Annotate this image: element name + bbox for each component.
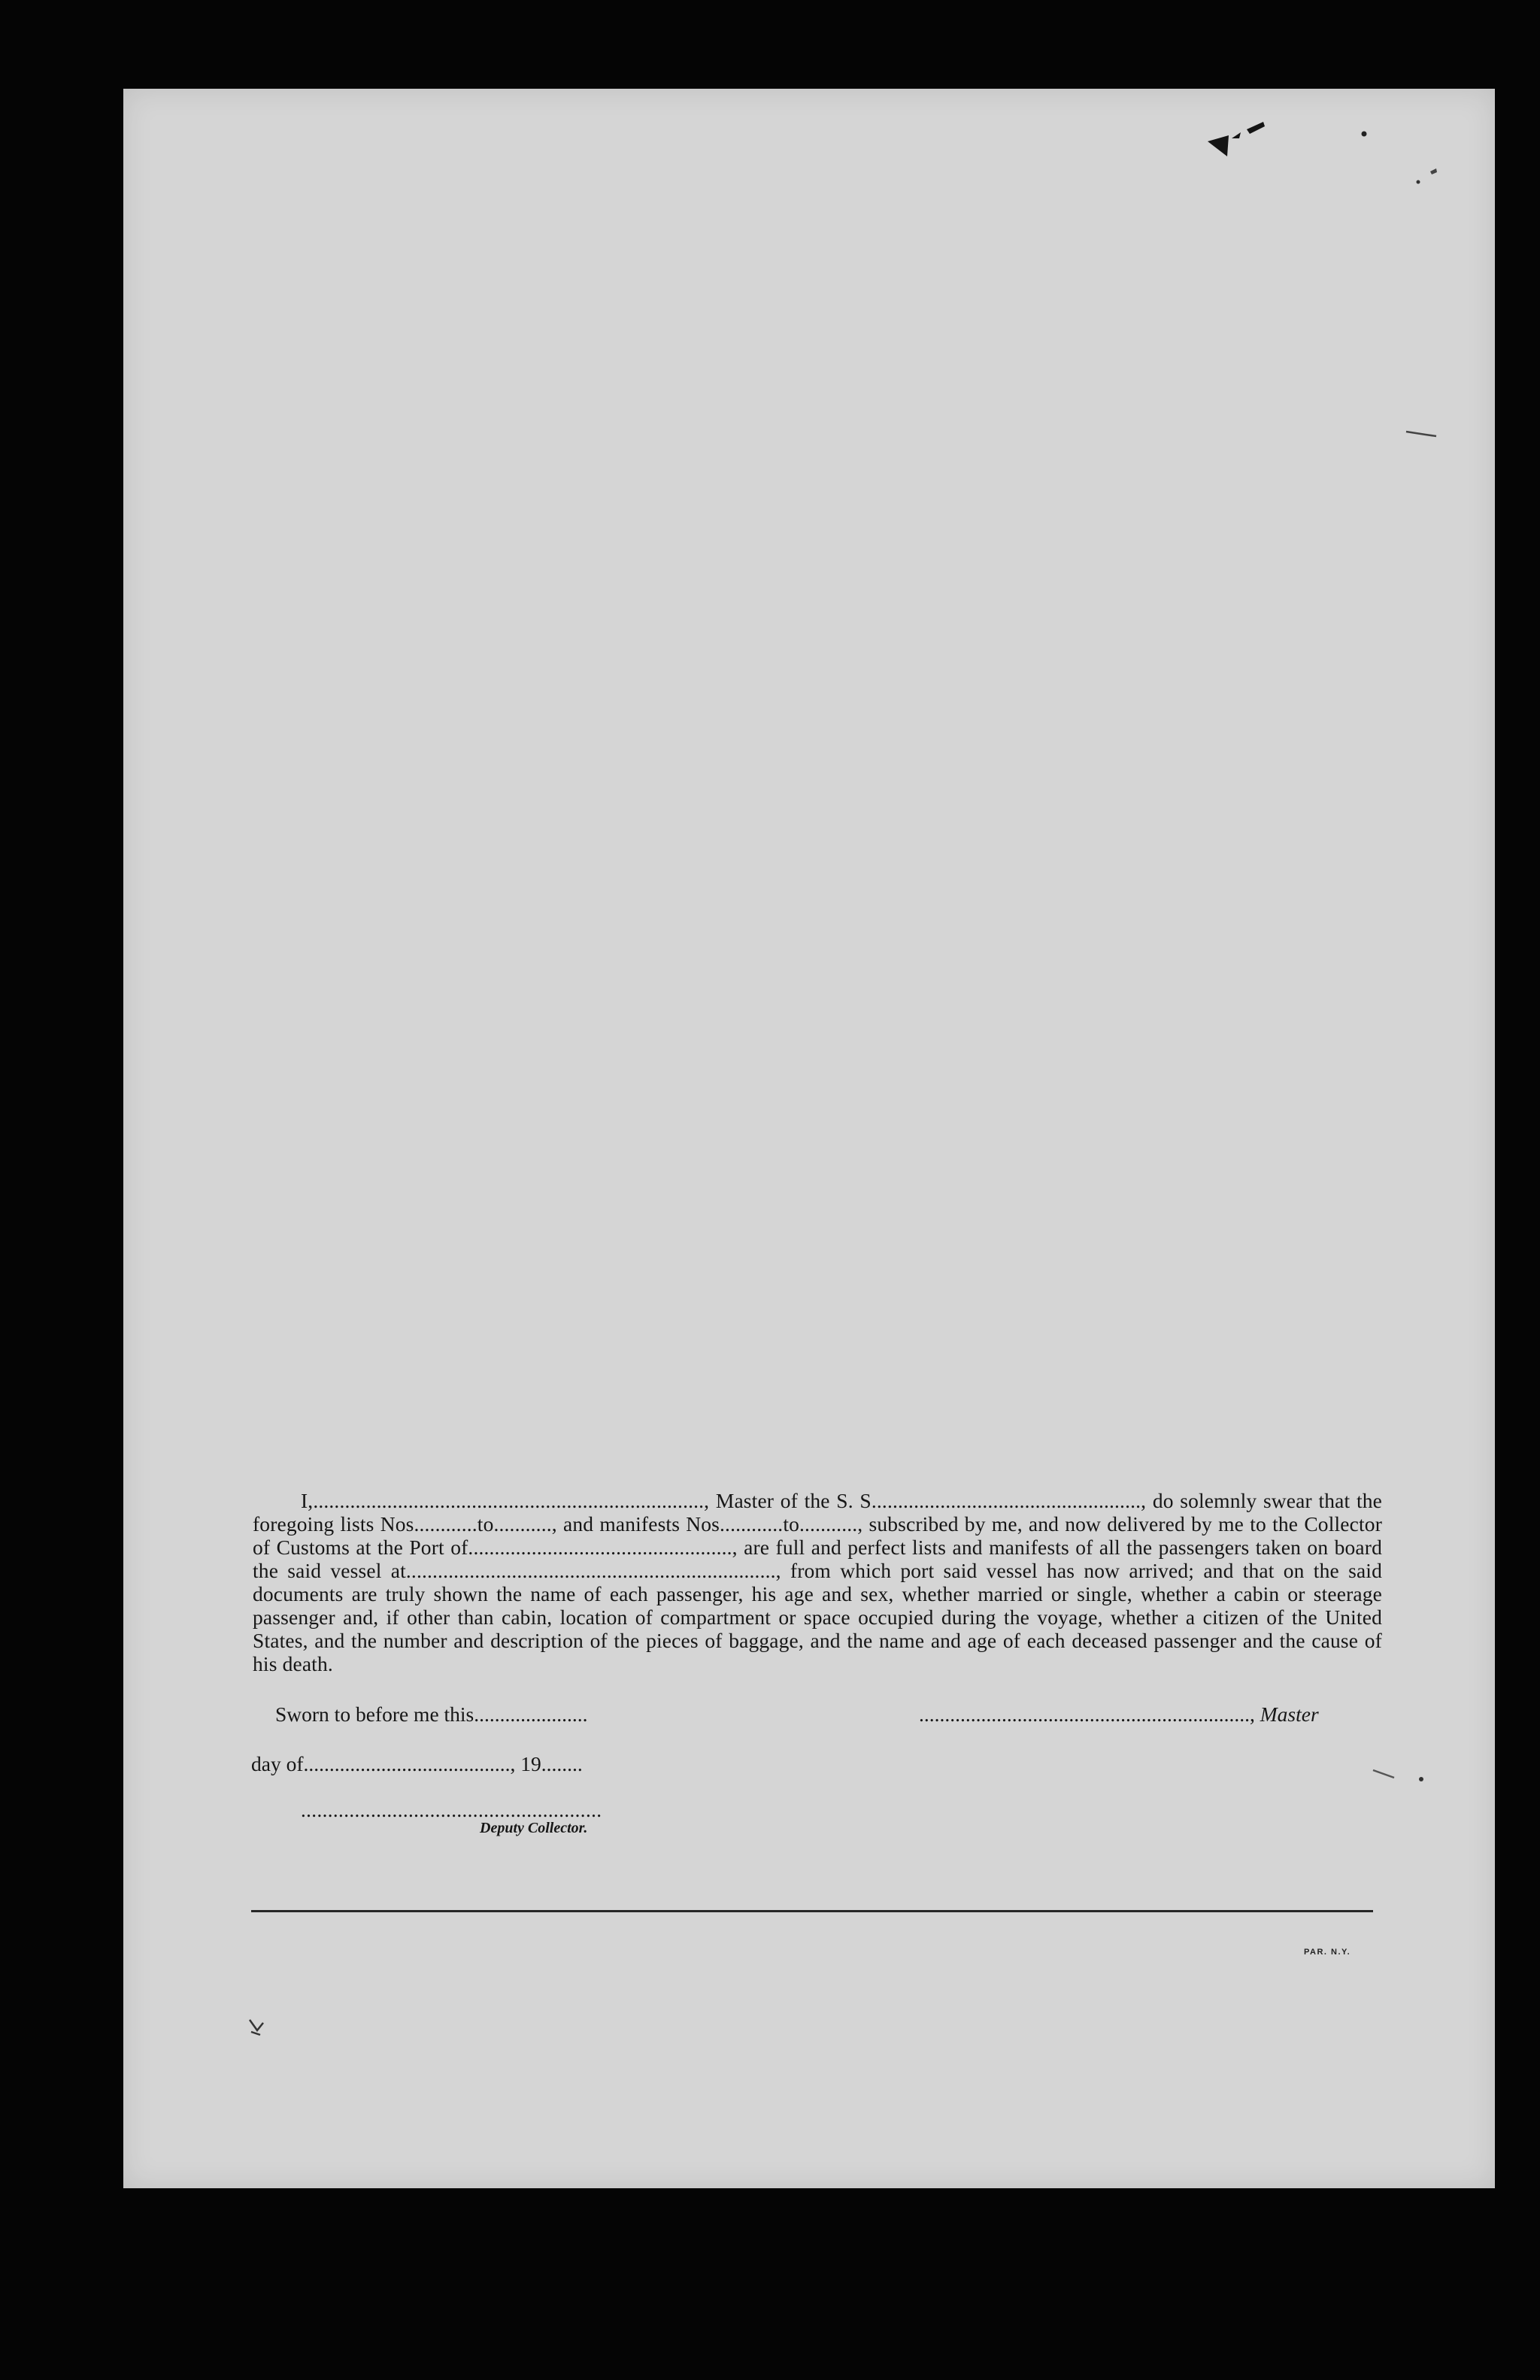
oath-paragraph [253, 1489, 1382, 1675]
deputy-signature-blank: ........................................................ [301, 1799, 602, 1821]
ink-mark [1412, 165, 1442, 196]
oath-text: I,.........................................................................., Master of the S. S..................................................., do solemnly swear that the foregoing lists Nos............to..........., and manifests Nos............to..........., subscribed by me, and now delivered by me to the Collector of Customs at the Port of.................................................., are full and perfect lists and manifests of all the passengers taken on board the said vessel at......................................................................, from which port said vessel has now arrived; and that on the said documents are truly shown the name of each passenger, his age and sex, whether married or single, whether a cabin or steerage passenger and, if other than cabin, location of compartment or space occupied during the voyage, whether a citizen of the United States, and the number and description of the pieces of baggage, and the name and age of each deceased passenger and the cause of his death. [253, 1489, 1382, 1675]
ink-mark [247, 2015, 269, 2038]
master-label: Master [1260, 1702, 1319, 1726]
ink-mark [1403, 423, 1441, 445]
ink-mark [1357, 126, 1372, 141]
sworn-line: Sworn to before me this...................... [275, 1702, 588, 1726]
form-code: PAR. N.Y. [1304, 1948, 1351, 1957]
day-line: day of........................................, 19........ [251, 1752, 583, 1775]
master-signature-line [919, 1702, 1319, 1727]
deputy-collector-label: Deputy Collector. [480, 1820, 588, 1836]
ink-mark [1202, 113, 1292, 165]
master-signature-blank: ................................................................, [919, 1702, 1255, 1726]
horizontal-rule [251, 1910, 1373, 1912]
manifest-sheet [123, 89, 1495, 2188]
ink-mark [1369, 1763, 1429, 1793]
